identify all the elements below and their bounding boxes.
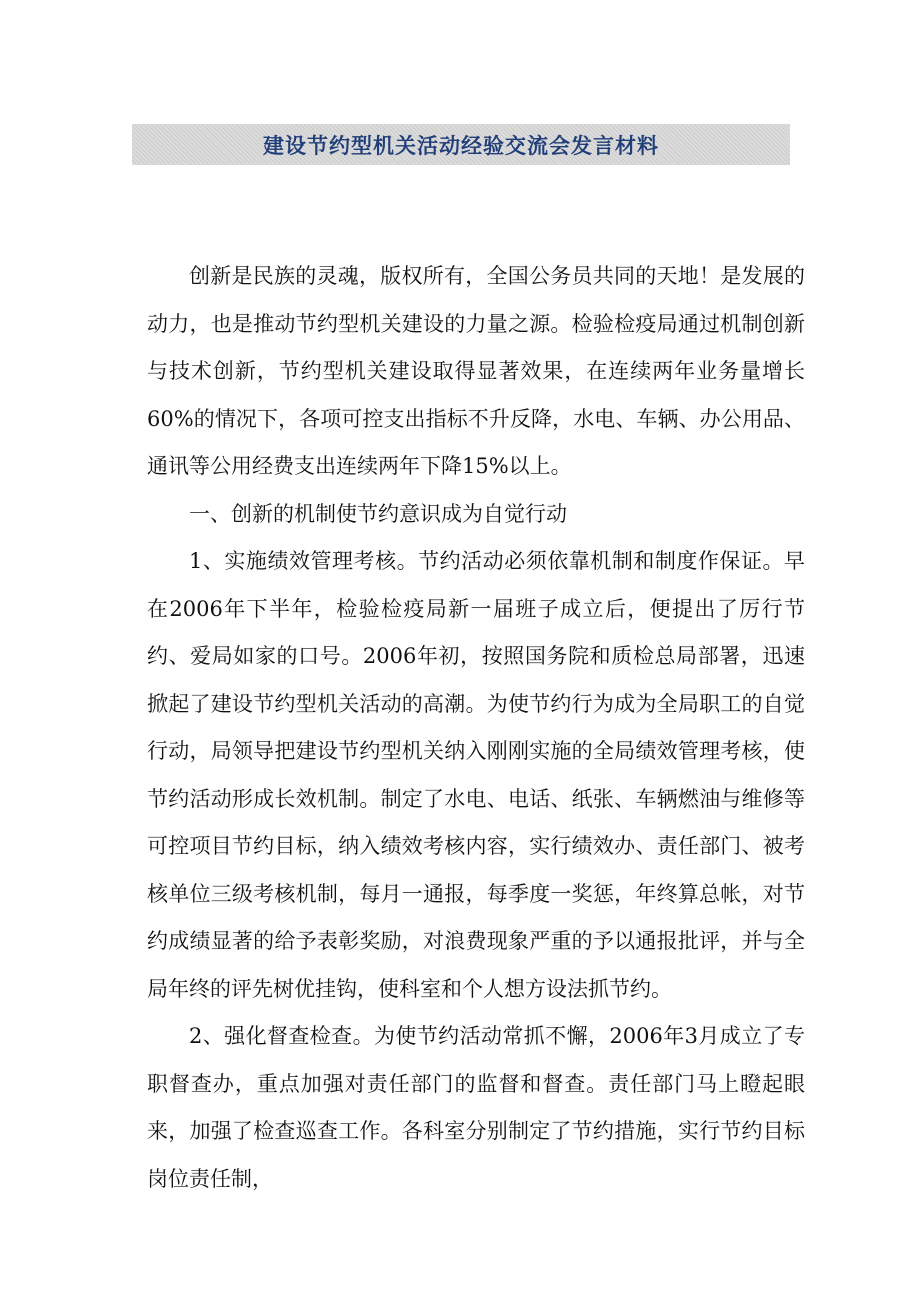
title-banner	[132, 124, 790, 165]
paragraph-item-1: 1、实施绩效管理考核。节约活动必须依靠机制和制度作保证。早在2006年下半年，检验检疫局新一届班子成立后，便提出了厉行节约、爱局如家的口号。2006年初，按照国务院和质检总局部署，迅速掀起了建设节约型机关活动的高潮。为使节约行为成为全局职工的自觉行动，局领导把建设节约型机关纳入刚刚实施的全局绩效管理考核，使节约活动形成长效机制。制定了水电、电话、纸张、车辆燃油与维修等可控项目节约目标，纳入绩效考核内容，实行绩效办、责任部门、被考核单位三级考核机制，每月一通报，每季度一奖惩，年终算总帐，对节约成绩显著的给予表彰奖励，对浪费现象严重的予以通报批评，并与全局年终的评先树优挂钩，使科室和个人想方设法抓节约。	[147, 549, 805, 1001]
document-title: 建设节约型机关活动经验交流会发言材料	[263, 133, 659, 158]
paragraph-item-2: 2、强化督查检查。为使节约活动常抓不懈，2006年3月成立了专职督查办，重点加强对责任部门的监督和督查。责任部门马上瞪起眼来，加强了检查巡查工作。各科室分别制定了节约措施，实行节约目标岗位责任制，	[147, 1024, 805, 1191]
section-heading: 一、创新的机制使节约意识成为自觉行动	[189, 501, 567, 526]
paragraph-intro: 创新是民族的灵魂，版权所有，全国公务员共同的天地！是发展的动力，也是推动节约型机关建设的力量之源。检验检疫局通过机制创新与技术创新，节约型机关建设取得显著效果，在连续两年业务量增长60%的情况下，各项可控支出指标不升反降，水电、车辆、办公用品、通讯等公用经费支出连续两年下降15%以上。	[147, 264, 805, 478]
document-body	[147, 253, 805, 1203]
